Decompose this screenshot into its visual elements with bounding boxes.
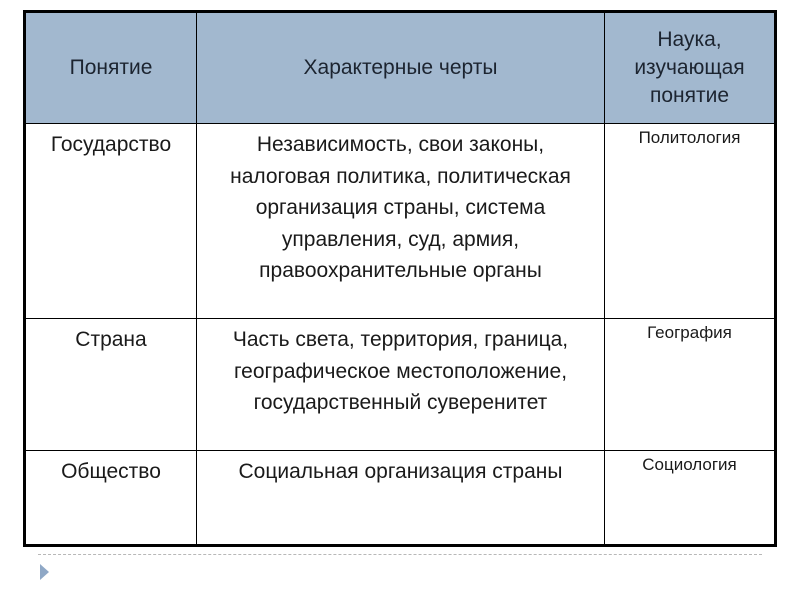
features-cell: Социальная организация страны — [197, 451, 605, 544]
science-cell: Политология — [638, 128, 741, 147]
concept-cell: Общество — [26, 451, 197, 544]
header-science: Наука, изучающая понятие — [634, 28, 745, 107]
concepts-table — [23, 10, 777, 547]
concept-cell: Страна — [26, 319, 197, 450]
table-row — [26, 451, 774, 544]
concept-cell: Государство — [26, 124, 197, 318]
features-cell: Часть света, территория, граница, географическое местоположение, государственный суверенитет — [197, 319, 605, 450]
features-cell: Независимость, свои законы, налоговая политика, политическая организация страны, система управления, суд, армия, правоохранительные органы — [197, 124, 605, 318]
header-concept: Понятие — [26, 13, 197, 123]
table-header-row — [26, 13, 774, 124]
header-features: Характерные черты — [197, 13, 605, 123]
table-row — [26, 319, 774, 451]
science-cell: Социология — [642, 455, 737, 474]
science-cell: География — [647, 323, 732, 342]
footer-divider — [38, 554, 762, 555]
triangle-right-icon — [40, 564, 49, 580]
table-row — [26, 124, 774, 319]
